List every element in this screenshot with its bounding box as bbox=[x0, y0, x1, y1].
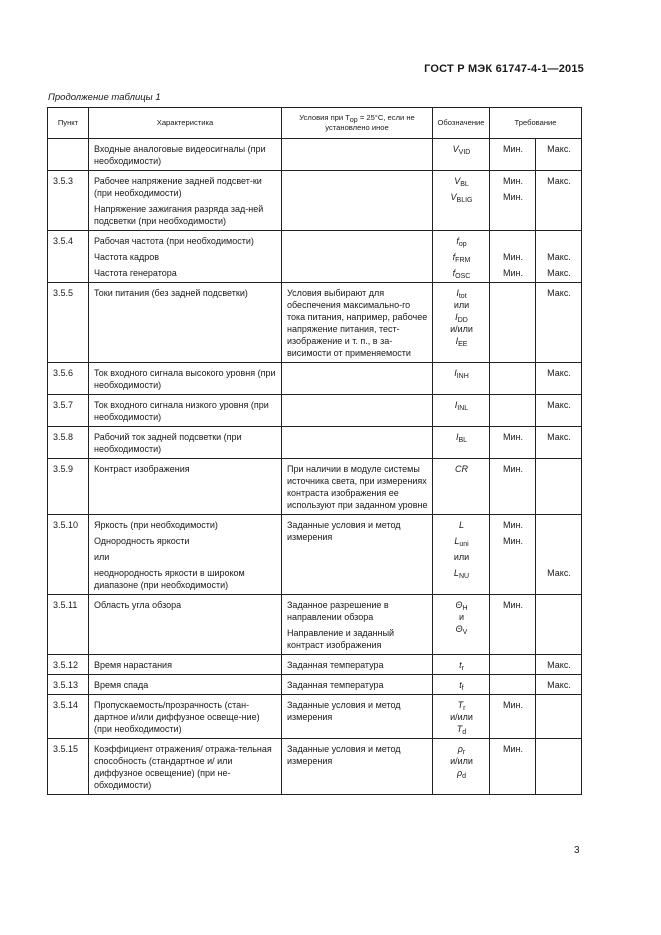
symbol-cell: $V_{BL}$ $V_{BLIG}$ bbox=[433, 171, 490, 231]
characteristic-cell: Токи питания (без задней подсветки) bbox=[89, 283, 282, 363]
characteristic-cell: Входные аналоговые видеосигналы (при необходимости) bbox=[89, 139, 282, 171]
max-cell: Макс. bbox=[536, 655, 582, 675]
conditions-cell: Заданная температура bbox=[282, 675, 433, 695]
symbol-cell: $V_{VID}$ bbox=[433, 139, 490, 171]
symbol-cell: $t_f$ bbox=[433, 675, 490, 695]
max-cell: Макс. bbox=[536, 675, 582, 695]
conditions-cell: Условия выбирают для обеспечения максимально-го тока питания, например, рабочее напряжение питания, тест-изображение и т. п., в за-висимости от применяемости bbox=[282, 283, 433, 363]
item-cell: 3.5.9 bbox=[48, 459, 89, 515]
characteristics-table bbox=[47, 107, 582, 795]
min-cell: Мин. bbox=[490, 739, 536, 795]
max-cell bbox=[536, 595, 582, 655]
max-cell: Макс. bbox=[536, 515, 582, 595]
table-row bbox=[48, 395, 582, 427]
col-characteristic: Характеристика bbox=[89, 108, 282, 139]
col-item: Пункт bbox=[48, 108, 89, 139]
item-cell: 3.5.12 bbox=[48, 655, 89, 675]
conditions-cell: Заданные условия и метод измерения bbox=[282, 739, 433, 795]
symbol-cell: $\rho_r$ и/или $\rho_d$ bbox=[433, 739, 490, 795]
characteristic-cell: Рабочая частота (при необходимости) Частота кадров Частота генератора bbox=[89, 231, 282, 283]
symbol-cell: $\Theta_H$ и $\Theta_V$ bbox=[433, 595, 490, 655]
conditions-cell bbox=[282, 363, 433, 395]
table-row bbox=[48, 139, 582, 171]
min-cell bbox=[490, 655, 536, 675]
symbol-cell: CR bbox=[433, 459, 490, 515]
col-conditions: Условия при $T_{ор} = 25^\circ C$, если не установлено иное bbox=[282, 108, 433, 139]
item-cell: 3.5.3 bbox=[48, 171, 89, 231]
min-cell: Мин. Мин. bbox=[490, 231, 536, 283]
item-cell: 3.5.7 bbox=[48, 395, 89, 427]
conditions-cell: При наличии в модуле системы источника света, при измерениях контраста изображения ее используют при заданном уровне bbox=[282, 459, 433, 515]
item-cell: 3.5.15 bbox=[48, 739, 89, 795]
symbol-cell: $I_{INH}$ bbox=[433, 363, 490, 395]
table-row bbox=[48, 231, 582, 283]
table-row bbox=[48, 515, 582, 595]
conditions-cell: Заданная температура bbox=[282, 655, 433, 675]
table-row bbox=[48, 427, 582, 459]
min-cell: Мин. bbox=[490, 695, 536, 739]
conditions-cell: Заданные условия и метод измерения bbox=[282, 695, 433, 739]
table-row bbox=[48, 283, 582, 363]
item-cell: 3.5.4 bbox=[48, 231, 89, 283]
col-requirement: Требование bbox=[490, 108, 582, 139]
conditions-cell bbox=[282, 395, 433, 427]
max-cell bbox=[536, 459, 582, 515]
item-cell: 3.5.10 bbox=[48, 515, 89, 595]
characteristic-cell: Контраст изображения bbox=[89, 459, 282, 515]
table-row bbox=[48, 595, 582, 655]
characteristic-cell: Ток входного сигнала высокого уровня (при необходимости) bbox=[89, 363, 282, 395]
max-cell: Макс. bbox=[536, 427, 582, 459]
max-cell: Макс. bbox=[536, 395, 582, 427]
table-row bbox=[48, 695, 582, 739]
conditions-cell bbox=[282, 427, 433, 459]
table-caption: Продолжение таблицы 1 bbox=[48, 92, 161, 103]
max-cell: Макс. Макс. bbox=[536, 231, 582, 283]
table-row bbox=[48, 171, 582, 231]
characteristic-cell: Коэффициент отражения/ отража-тельная способность (стандартное и/ или диффузное освещение) (при не-обходимости) bbox=[89, 739, 282, 795]
item-cell: 3.5.5 bbox=[48, 283, 89, 363]
item-cell bbox=[48, 139, 89, 171]
symbol-cell: $T_r$ и/или $T_d$ bbox=[433, 695, 490, 739]
min-cell bbox=[490, 395, 536, 427]
table-row bbox=[48, 655, 582, 675]
characteristic-cell: Рабочее напряжение задней подсвет-ки (при необходимости) Напряжение зажигания разряда зад-ней подсветки (при необходимости) bbox=[89, 171, 282, 231]
characteristic-cell: Область угла обзора bbox=[89, 595, 282, 655]
item-cell: 3.5.6 bbox=[48, 363, 89, 395]
symbol-cell: L $L_{uni}$ или $L_{NU}$ bbox=[433, 515, 490, 595]
min-cell: Мин. bbox=[490, 459, 536, 515]
item-cell: 3.5.11 bbox=[48, 595, 89, 655]
characteristic-cell: Яркость (при необходимости) Однородность яркости или неоднородность яркости в широком диапазоне (при необходимости) bbox=[89, 515, 282, 595]
symbol-cell: $I_{tot}$ или $I_{DD}$ и/или $I_{EE}$ bbox=[433, 283, 490, 363]
table-row bbox=[48, 459, 582, 515]
min-cell bbox=[490, 283, 536, 363]
symbol-cell: $t_r$ bbox=[433, 655, 490, 675]
table-row bbox=[48, 675, 582, 695]
conditions-cell: Заданное разрешение в направлении обзора Направление и заданный контраст изображения bbox=[282, 595, 433, 655]
min-cell: Мин. Мин. bbox=[490, 515, 536, 595]
max-cell: Макс. bbox=[536, 171, 582, 231]
symbol-cell: $f_{op}$ $f_{FRM}$ $f_{OSC}$ bbox=[433, 231, 490, 283]
item-cell: 3.5.8 bbox=[48, 427, 89, 459]
page-number: 3 bbox=[574, 845, 580, 856]
conditions-cell: Заданные условия и метод измерения bbox=[282, 515, 433, 595]
min-cell: Мин. bbox=[490, 595, 536, 655]
item-cell: 3.5.13 bbox=[48, 675, 89, 695]
table-row bbox=[48, 363, 582, 395]
max-cell: Макс. bbox=[536, 139, 582, 171]
symbol-cell: $I_{BL}$ bbox=[433, 427, 490, 459]
document-header: ГОСТ Р МЭК 61747-4-1—2015 bbox=[424, 63, 584, 75]
characteristic-cell: Время спада bbox=[89, 675, 282, 695]
conditions-cell bbox=[282, 139, 433, 171]
symbol-cell: $I_{INL}$ bbox=[433, 395, 490, 427]
min-cell bbox=[490, 675, 536, 695]
min-cell: Мин. Мин. bbox=[490, 171, 536, 231]
characteristic-cell: Пропускаемость/прозрачность (стан-дартное и/или диффузное освеще-ние) (при необходимости) bbox=[89, 695, 282, 739]
table-row bbox=[48, 739, 582, 795]
max-cell bbox=[536, 739, 582, 795]
min-cell: Мин. bbox=[490, 139, 536, 171]
characteristic-cell: Ток входного сигнала низкого уровня (при необходимости) bbox=[89, 395, 282, 427]
max-cell: Макс. bbox=[536, 363, 582, 395]
min-cell: Мин. bbox=[490, 427, 536, 459]
table-header-row bbox=[48, 108, 582, 139]
conditions-cell bbox=[282, 231, 433, 283]
characteristic-cell: Время нарастания bbox=[89, 655, 282, 675]
conditions-cell bbox=[282, 171, 433, 231]
max-cell: Макс. bbox=[536, 283, 582, 363]
col-symbol: Обозначение bbox=[433, 108, 490, 139]
item-cell: 3.5.14 bbox=[48, 695, 89, 739]
characteristic-cell: Рабочий ток задней подсветки (при необходимости) bbox=[89, 427, 282, 459]
max-cell bbox=[536, 695, 582, 739]
min-cell bbox=[490, 363, 536, 395]
